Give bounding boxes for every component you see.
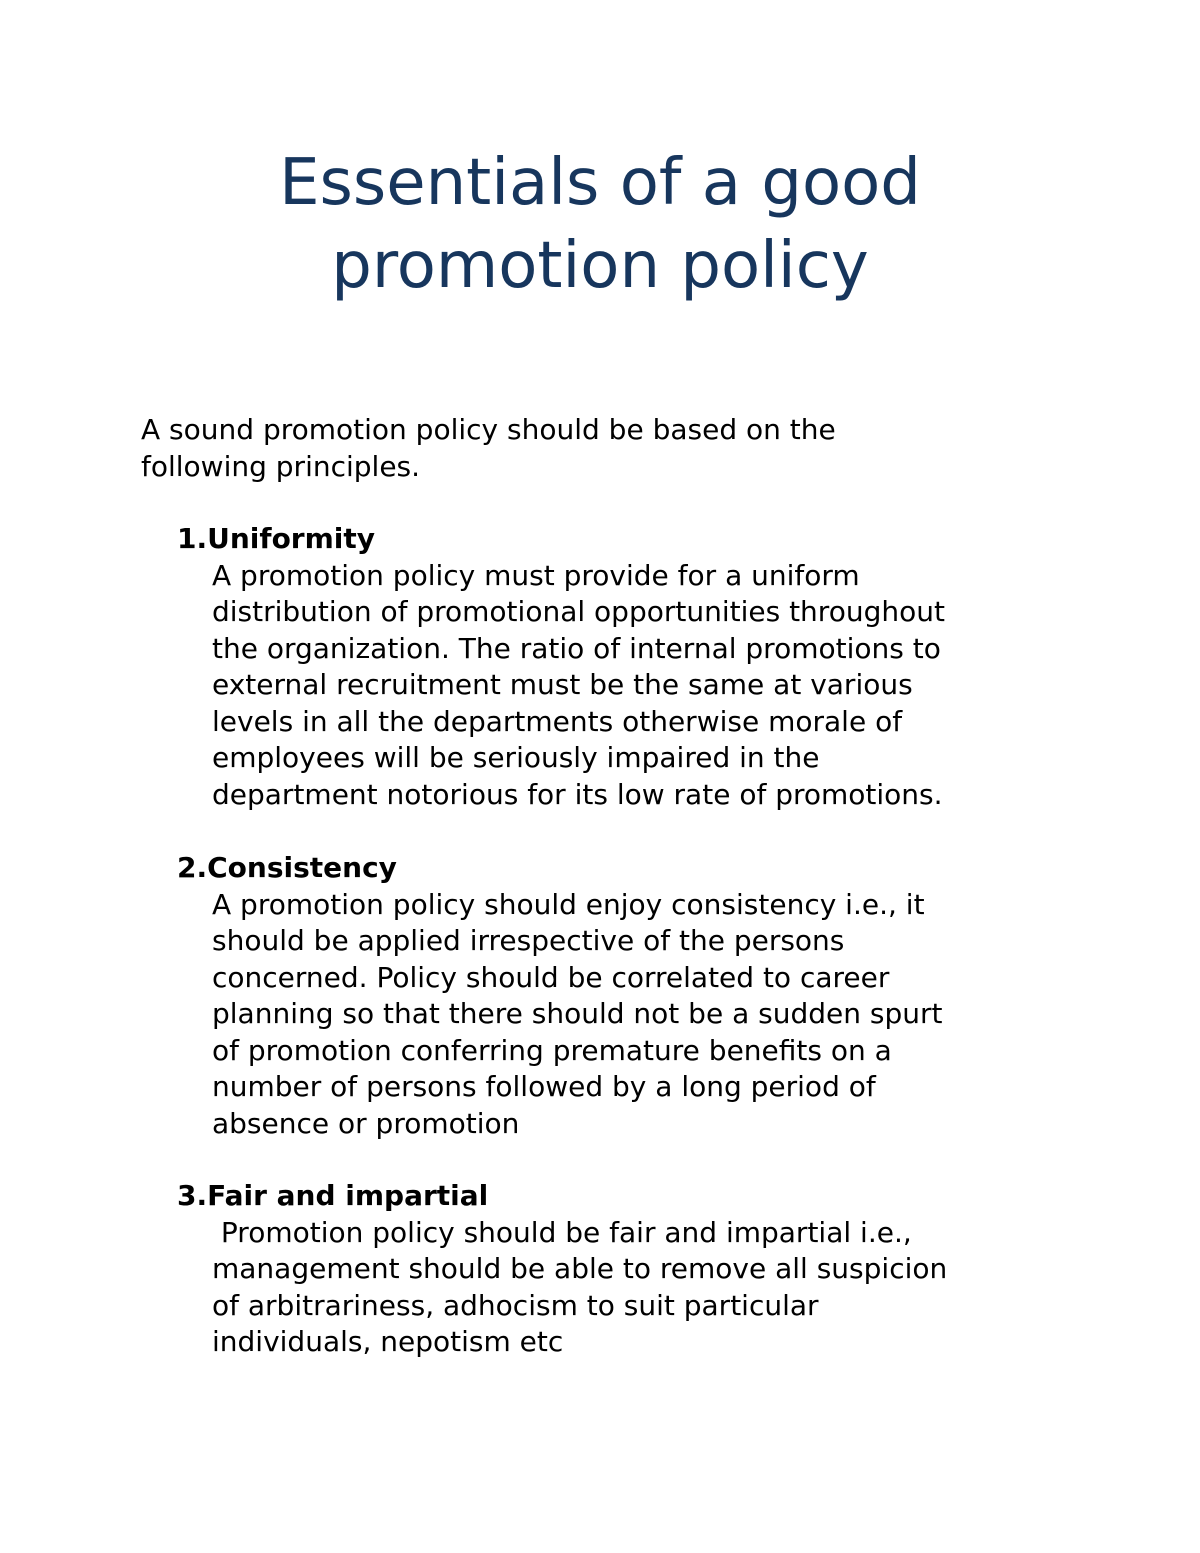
principle-heading	[177, 1178, 1077, 1215]
body-line: should be applied irrespective of the persons	[212, 924, 845, 957]
intro-paragraph	[141, 412, 1041, 485]
body-line: A promotion policy should enjoy consistency i.e., it	[212, 887, 925, 921]
body-line: employees will be seriously impaired in the	[212, 741, 820, 774]
principle-body	[212, 558, 1077, 814]
body-line: management should be able to remove all suspicion	[212, 1252, 948, 1285]
body-line: absence or promotion	[212, 1106, 520, 1140]
principle-number: 2.	[177, 851, 208, 884]
principle-number: 3.	[177, 1179, 208, 1212]
body-line: Promotion policy should be fair and impartial i.e.,	[212, 1215, 912, 1249]
body-line: the organization. The ratio of internal promotions to	[212, 631, 941, 665]
body-line: individuals, nepotism etc	[212, 1325, 564, 1358]
page-title	[0, 142, 1200, 308]
body-line: number of persons followed by a long period of	[212, 1070, 876, 1103]
principle-body	[212, 1215, 1077, 1361]
principle-consistency	[177, 850, 1077, 1142]
principle-heading	[177, 850, 1077, 887]
principle-title: Fair and impartial	[207, 1179, 489, 1212]
title-line: promotion policy	[331, 229, 869, 303]
body-line: levels in all the departments otherwise morale of	[212, 704, 903, 738]
principle-heading	[177, 521, 1077, 558]
intro-line: A sound promotion policy should be based on the	[141, 413, 836, 446]
body-line: external recruitment must be the same at various	[212, 668, 913, 701]
principle-title: Uniformity	[207, 522, 376, 555]
body-line: distribution of promotional opportunities throughout	[212, 595, 945, 628]
principle-fair-and-impartial	[177, 1178, 1077, 1361]
body-line: department notorious for its low rate of promotions.	[212, 777, 943, 811]
title-line: Essentials of a good	[279, 146, 921, 220]
body-line: concerned. Policy should be correlated to career	[212, 960, 890, 994]
intro-line: following principles.	[141, 449, 421, 483]
body-line: planning so that there should not be a sudden spurt	[212, 997, 943, 1030]
principle-uniformity	[177, 521, 1077, 813]
body-line: A promotion policy must provide for a uniform	[212, 558, 860, 592]
body-line: of promotion conferring premature benefits on a	[212, 1033, 892, 1067]
body-line: of arbitrariness, adhocism to suit particular	[212, 1288, 819, 1322]
principle-number: 1.	[177, 522, 208, 555]
principle-title: Consistency	[207, 851, 397, 884]
principle-body	[212, 887, 1077, 1143]
